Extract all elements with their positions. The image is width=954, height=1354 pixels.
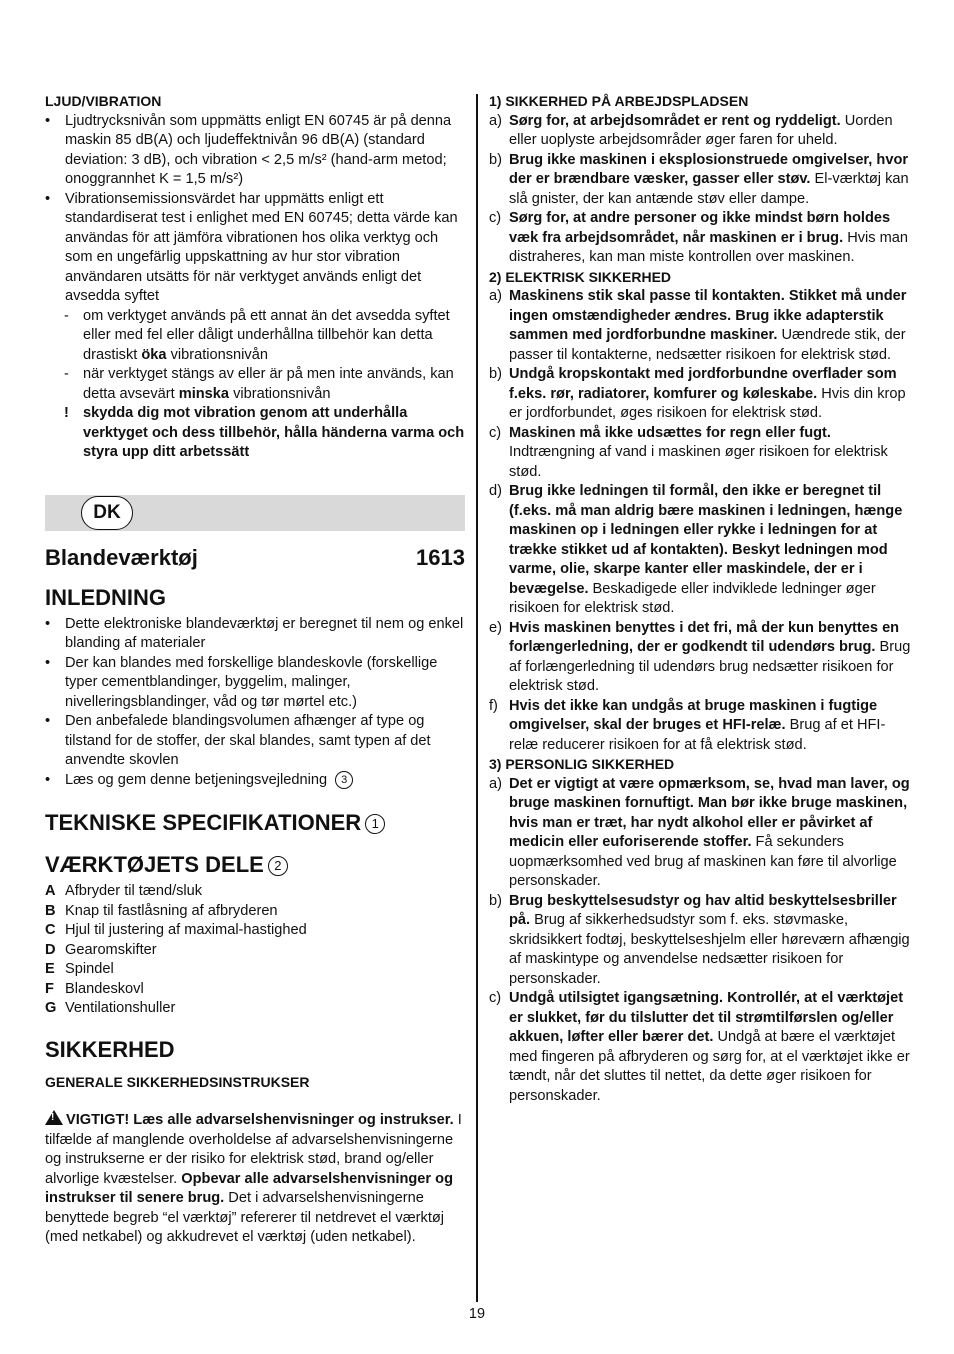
page-number: 19 [468, 1306, 486, 1322]
workplace-item-b [489, 151, 914, 210]
parts-list [45, 882, 465, 1019]
part-key: C [45, 922, 56, 938]
sound-subitem-2: - när verktyget stängs av eller är på men inte används, kan detta avsevärt minska vibrationsnivån [64, 366, 454, 402]
item-text: Indtrængning af vand i maskinen øger risikoen for elektrisk stød. [509, 444, 888, 480]
vibration-warning-text: skydda dig mot vibration genom att underhålla verktyget och dess tillbehör, hålla händerna varma och styra upp ditt arbetssätt [83, 405, 465, 460]
parts-list-item [45, 902, 465, 922]
item-key: f) [489, 697, 498, 714]
part-label: Spindel [65, 961, 114, 977]
item-key: c) [489, 990, 502, 1006]
item-bold: Sørg for, at arbejdsområdet er rent og ryddeligt. [509, 112, 841, 129]
warning-triangle-icon [45, 1110, 63, 1125]
parts-heading-text: VÆRKTØJETS DELE [45, 852, 264, 877]
product-name: Blandeværktøj [45, 544, 198, 570]
electrical-item-d [489, 482, 914, 619]
item-text: Uorden eller uoplyste arbejdsområder øger faren for uheld. [509, 112, 893, 148]
language-badge: DK [81, 496, 133, 530]
part-label: Gearomskifter [65, 941, 157, 958]
warning-icon-glyph: ! [51, 1112, 55, 1123]
parts-list-item [45, 882, 465, 902]
sound-subitem-1-end: vibrationsnivån [166, 346, 268, 363]
electrical-item-e [489, 619, 914, 697]
product-title [45, 545, 465, 571]
general-text-2: Det i advarselshenvisningerne benyttede begreb “el værktøj” refererer til netdrevet el værktøj (med netkabel) og akkudrevet el værktøj (uden netkabel). [45, 1190, 445, 1245]
general-bold-2: Opbevar alle advarselshenvisninger og instrukser til senere brug. [45, 1170, 453, 1206]
item-key: b) [489, 151, 502, 168]
general-bold-1: VIGTIGT! Læs alle advarselshenvisninger og instrukser. [66, 1112, 454, 1128]
workplace-safety-heading: 1) SIKKERHED PÅ ARBEJDSPLADSEN [489, 93, 749, 109]
item-text: Brug af et HFI-relæ reducerer risikoen for at få elektrisk stød. [509, 717, 886, 753]
part-label: Hjul til justering af maximal-hastighed [65, 922, 307, 938]
safety-heading: SIKKERHED [45, 1036, 175, 1062]
item-key: a) [489, 288, 502, 304]
item-text: Undgå at bære el værktøjet med fingeren på afbryderen og sørg for, at el værktøjet ikke er tændt, når det sluttes til nettet, da dette øger risikoen for personskader. [509, 1029, 910, 1104]
right-column [489, 92, 914, 1106]
item-bold: Maskinens stik skal passe til kontakten. Stikket må under ingen omstændigheder ændres. Brug ikke adapterstik sammen med jordforbundne maskiner. [509, 288, 907, 343]
item-text: El-værktøj kan slå gnister, der kan antænde støv eller dampe. [509, 171, 909, 207]
personal-safety-heading: 3) PERSONLIG SIKKERHED [489, 756, 675, 772]
item-bold: Sørg for, at andre personer og ikke mindst børn holdes væk fra arbejdsområdet, når maskinen er i brug. [509, 210, 891, 246]
electrical-item-b [489, 365, 914, 424]
part-label: Knap til fastlåsning af afbryderen [65, 902, 278, 919]
item-bold: Maskinen må ikke udsættes for regn eller fugt. [509, 424, 831, 441]
personal-item-a [489, 775, 914, 892]
part-key: G [45, 1000, 57, 1016]
item-bold: Hvis maskinen benyttes i det fri, må der kun benyttes en forlængerledning, der er godkendt til udendørs brug. [509, 619, 900, 655]
parts-list-item [45, 921, 465, 941]
intro-bullet-2: • Der kan blandes med forskellige blandeskovle (forskellige typer cementblandinger, byggelim, malinger, nivelleringsblandinger, våd og tør mørtel etc.) [45, 654, 465, 713]
item-text: Brug af sikkerhedsudstyr som f. eks. støvmaske, skridsikkert fodtøj, beskyttelseshjelm eller høreværn afhængig af maskintype og anvendelse nedsætter risikoen for personskader. [509, 912, 910, 987]
sound-subitem-2-bold: minska [178, 385, 230, 402]
electrical-safety-heading: 2) ELEKTRISK SIKKERHED [489, 268, 672, 285]
intro-bullet-1: • Dette elektroniske blandeværktøj er beregnet til nem og enkel blanding af materialer [45, 615, 465, 654]
general-text-1: I tilfælde af manglende overholdelse af advarselshenvisningerne og instrukserne er der risiko for elektrisk stød, brand og/eller alvorlige kvæstelser. [45, 1112, 462, 1187]
item-key: a) [489, 775, 502, 792]
sound-bullet-2: • Vibrationsemissionsvärdet har uppmätts enligt ett standardiserat test i enlighet med EN 60745; detta värde kan användas för att jämföra vibrationen hos olika verktyg och som en ungefärlig uppskattning av hur stor vibration användaren utsätts för när verktyget används enligt det avsedda syftet [45, 190, 465, 307]
item-text: Uændrede stik, der passer til kontakterne, nedsætter risikoen for elektrisk stød. [509, 327, 906, 363]
workplace-item-a [489, 112, 914, 151]
figure-ref-2: 2 [268, 856, 288, 876]
item-text: Beskadigede eller indviklede ledninger øger risikoen for elektrisk stød. [509, 580, 876, 616]
general-safety-paragraph [45, 1110, 465, 1248]
intro-heading: INLEDNING [45, 584, 166, 610]
item-key: c) [489, 210, 502, 226]
electrical-item-a [489, 287, 914, 365]
figure-ref-3: 3 [335, 771, 353, 789]
item-bold: Undgå utilsigtet igangsætning. Kontrollér, at el værktøjet er slukket, før du tilslutter det til strømtilførslen og/eller akkuen, løfter eller bærer det. [509, 990, 904, 1045]
item-key: d) [489, 483, 502, 499]
parts-heading [45, 852, 465, 878]
sound-bullet-1: • Ljudtrycksnivån som uppmätts enligt EN 60745 är på denna maskin 85 dB(A) och ljudeffektnivån 96 dB(A) (standard deviation: 3 dB), och vibration < 2,5 m/s² (hand-arm metod; onoggrannhet K = 1,5 m/s²) [45, 112, 465, 190]
electrical-item-f [489, 697, 914, 756]
electrical-item-c [489, 424, 914, 483]
spec-heading-text: TEKNISKE SPECIFIKATIONER [45, 810, 362, 835]
parts-list-item [45, 941, 465, 961]
sound-subitem-2-end: vibrationsnivån [229, 385, 331, 402]
part-key: D [45, 941, 56, 958]
item-key: b) [489, 892, 502, 909]
part-key: F [45, 980, 54, 997]
part-label: Blandeskovl [65, 980, 144, 997]
vibration-warning [45, 404, 465, 463]
workplace-item-c [489, 209, 914, 268]
intro-bullet-3: • Den anbefalede blandingsvolumen afhænger af type og tilstand for de stoffer, der skal blandes, samt typen af det anvendte skovlen [45, 712, 465, 771]
item-key: c) [489, 424, 502, 441]
column-divider [476, 94, 478, 1302]
left-column [45, 92, 465, 1248]
item-key: b) [489, 366, 502, 382]
item-text: Få sekunders uopmærksomhed ved brug af maskinen kan føre til alvorlige personskader. [509, 834, 897, 889]
intro-bullet-4 [45, 771, 465, 791]
language-bar [45, 495, 465, 531]
sound-subitem-1-bold: öka [141, 346, 167, 363]
item-text: Hvis din krop er jordforbundet, øges risikoen for elektrisk stød. [509, 385, 906, 421]
exclamation-mark: ! [64, 405, 69, 421]
intro-bullet-4-text: Læs og gem denne betjeningsvejledning [65, 771, 328, 788]
item-bold: Det er vigtigt at være opmærksom, se, hvad man laver, og bruge maskinen fornuftigt. Man bør ikke bruge maskinen, hvis man er træt, har nydt alkohol eller er påvirket af medicin eller euforiserende stoffer. [509, 775, 910, 850]
product-number: 1613 [416, 544, 465, 570]
item-bold: Brug ikke maskinen i eksplosionstruede omgivelser, hvor der er brændbare væsker, gasser eller støv. [509, 151, 909, 187]
part-label: Afbryder til tænd/sluk [65, 883, 203, 899]
sound-subitem-1-text: om verktyget används på ett annat än det avsedda syftet eller med fel eller dåligt underhållna tillbehör kan detta drastiskt [83, 307, 450, 363]
item-bold: Undgå kropskontakt med jordforbundne overflader som f.eks. rør, radiatorer, komfurer og køleskabe. [509, 366, 897, 402]
spec-heading [45, 810, 465, 836]
part-key: E [45, 961, 55, 977]
part-label: Ventilationshuller [65, 1000, 176, 1016]
general-safety-heading: GENERALE SIKKERHEDSINSTRUKSER [45, 1073, 310, 1090]
figure-ref-1: 1 [365, 814, 385, 834]
parts-list-item [45, 980, 465, 1000]
item-key: e) [489, 619, 502, 636]
parts-list-item [45, 999, 465, 1019]
item-bold: Hvis det ikke kan undgås at bruge maskinen i fugtige omgivelser, skal der bruges et HFI-relæ. [509, 697, 878, 733]
parts-list-item [45, 960, 465, 980]
personal-item-c [489, 989, 914, 1106]
part-key: A [45, 883, 56, 899]
sound-subitem-2-text: när verktyget stängs av eller är på men inte används, kan detta avsevärt [83, 366, 454, 402]
part-key: B [45, 902, 56, 919]
item-text: Hvis man distraheres, kan man miste kontrollen over maskinen. [509, 229, 909, 265]
item-bold: Brug ikke ledningen til formål, den ikke er beregnet til (f.eks. må man aldrig bære maskinen i ledningen, hænge maskinen op i ledningen eller rykke i ledningen for at trække stikket ud af kontakten). Beskyt ledningen mod varme, olie, skarpe kanter eller maskindele, der er i bevægelse. [509, 483, 903, 597]
sound-vibration-heading: LJUD/VIBRATION [45, 93, 162, 109]
item-bold: Brug beskyttelsesudstyr og hav altid beskyttelsesbriller på. [509, 892, 897, 928]
personal-item-b [489, 892, 914, 990]
item-text: Brug af forlængerledning til udendørs brug nedsætter risikoen for elektrisk stød. [509, 639, 911, 694]
sound-subitem-1: - om verktyget används på ett annat än det avsedda syftet eller med fel eller dåligt underhållna tillbehör kan detta drastiskt öka vibrationsnivån [64, 307, 450, 363]
item-key: a) [489, 112, 502, 129]
